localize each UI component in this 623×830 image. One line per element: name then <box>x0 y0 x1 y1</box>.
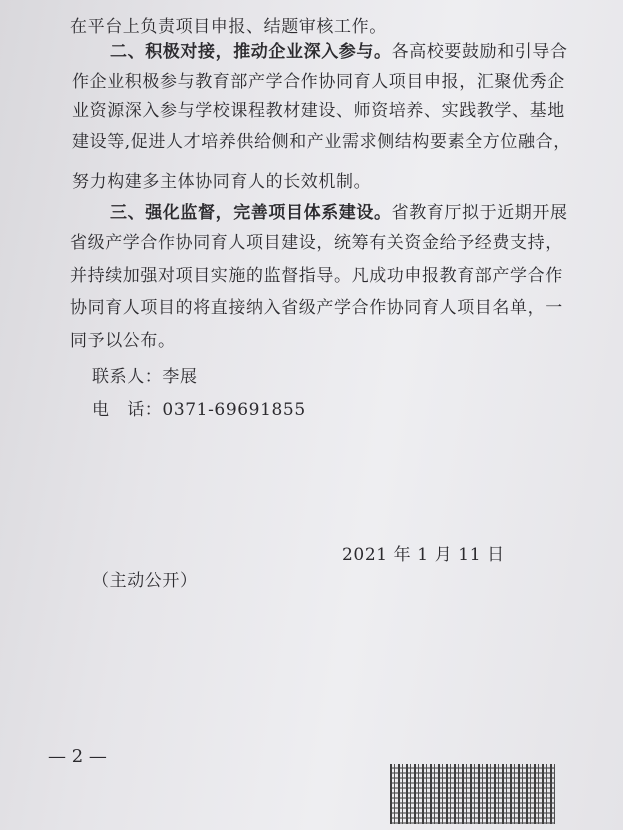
body-line-5: 努力构建多主体协同育人的长效机制。 <box>72 172 372 192</box>
page-number: — 2 — <box>48 746 107 767</box>
section-2-text: 各高校要鼓励和引导合 <box>391 42 568 62</box>
document-date: 2021 年 1 月 11 日 <box>342 545 505 565</box>
section-2-first-line <box>110 42 568 62</box>
body-line-4: 建设等,促进人才培养供给侧和产业需求侧结构要素全方位融合， <box>72 132 571 152</box>
section-3-heading: 三、强化监督，完善项目体系建设。 <box>110 203 392 223</box>
body-line-9: 同予以公布。 <box>70 331 176 351</box>
body-line-1: 在平台上负责项目申报、结题审核工作。 <box>70 17 387 37</box>
phone-label: 电 话： <box>92 400 163 420</box>
contact-phone-line <box>92 400 306 420</box>
section-2-heading: 二、积极对接，推动企业深入参与。 <box>110 42 392 62</box>
body-line-8: 协同育人项目的将直接纳入省级产学合作协同育人项目名单，一 <box>70 298 563 318</box>
barcode-image <box>390 764 555 824</box>
disclosure-note: （主动公开） <box>92 571 198 591</box>
body-line-3: 业资源深入参与学校课程教材建设、师资培养、实践教学、基地 <box>72 101 565 121</box>
body-line-2: 作企业积极参与教育部产学合作协同育人项目申报，汇聚优秀企 <box>72 72 565 92</box>
body-line-7: 并持续加强对项目实施的监督指导。凡成功申报教育部产学合作 <box>70 266 563 286</box>
phone-number: 0371-69691855 <box>162 400 306 420</box>
section-3-first-line <box>110 203 568 223</box>
contact-person: 联系人：李展 <box>92 367 198 387</box>
body-line-6: 省级产学合作协同育人项目建设，统筹有关资金给予经费支持， <box>70 233 563 253</box>
section-3-text: 省教育厅拟于近期开展 <box>391 203 568 223</box>
